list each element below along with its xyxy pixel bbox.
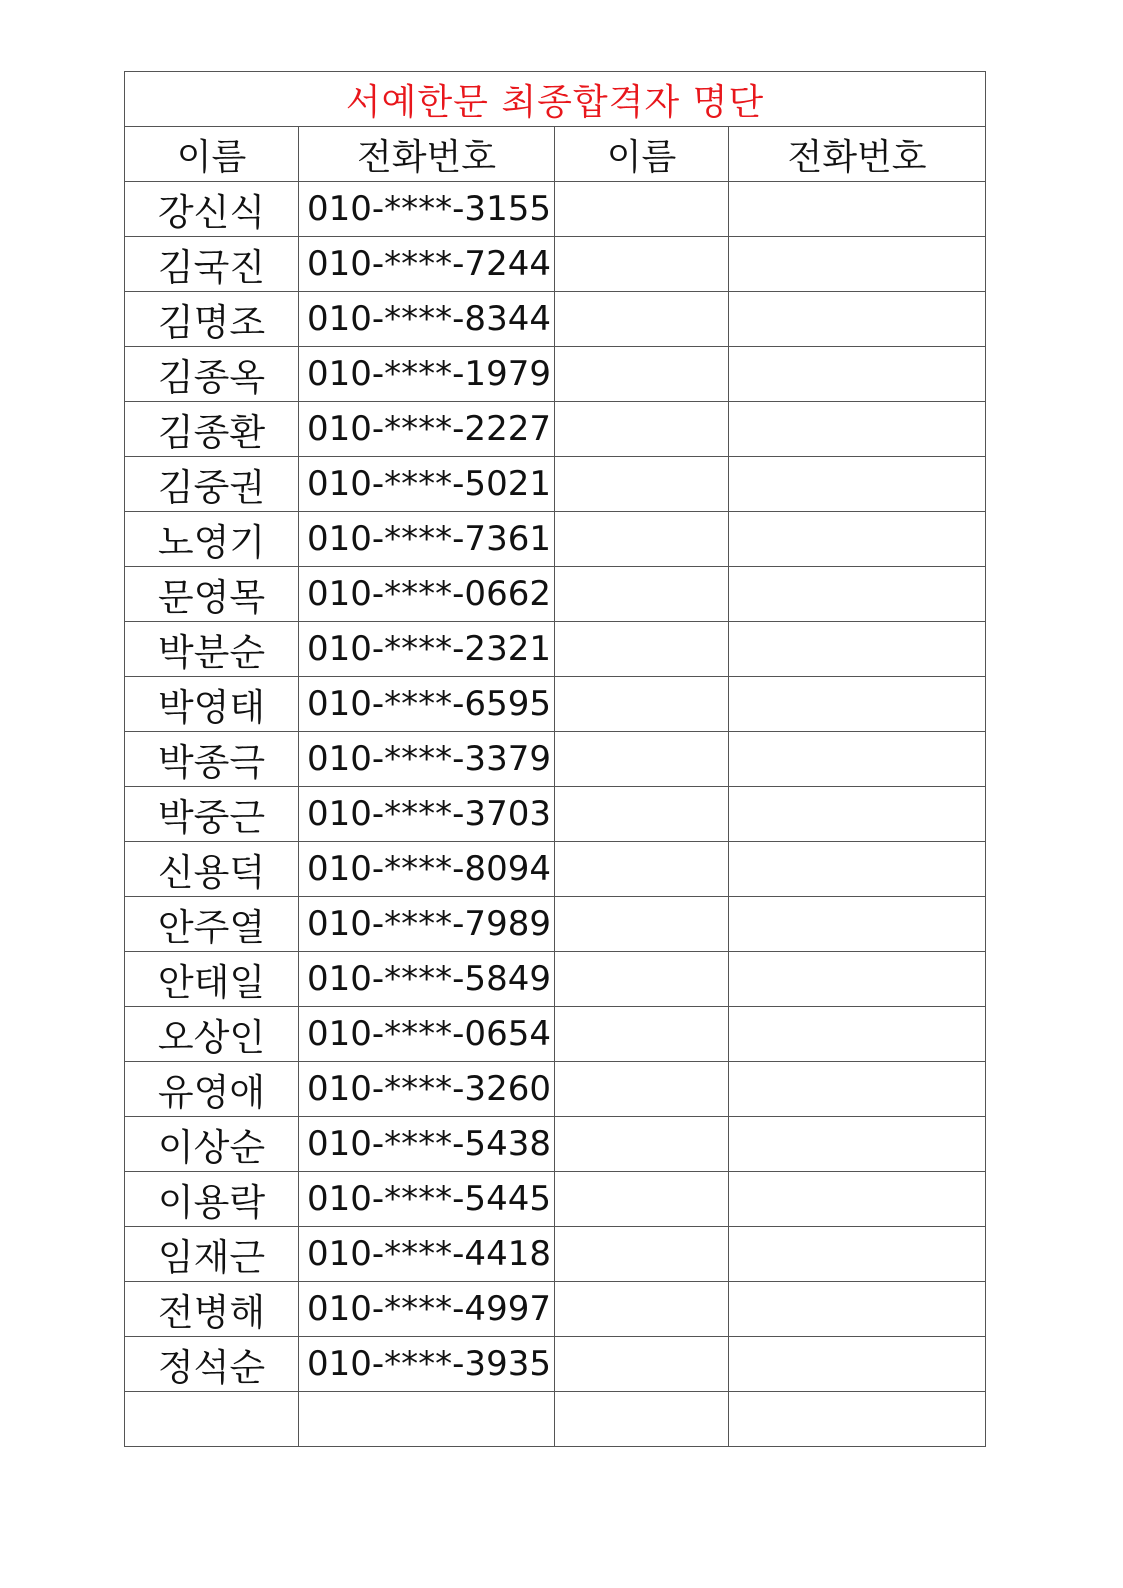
phone-cell: 010-****-2321: [299, 622, 555, 677]
table-row: [125, 677, 986, 732]
phone-cell-empty: [729, 567, 986, 622]
phone-cell-empty: [729, 457, 986, 512]
name-cell-empty: [555, 622, 729, 677]
name-cell-empty: [555, 402, 729, 457]
name-cell-empty: [555, 512, 729, 567]
table-row: [125, 457, 986, 512]
phone-cell: 010-****-5021: [299, 457, 555, 512]
table-row: [125, 622, 986, 677]
table-row: [125, 1227, 986, 1282]
table-row: [125, 1062, 986, 1117]
name-cell: 안주열: [125, 897, 299, 952]
phone-cell-empty: [729, 182, 986, 237]
name-cell-empty: [555, 457, 729, 512]
phone-cell-empty: [729, 897, 986, 952]
phone-cell-empty: [729, 1337, 986, 1392]
table-row: [125, 292, 986, 347]
name-cell: 김종환: [125, 402, 299, 457]
table-row: [125, 567, 986, 622]
name-cell: 신용덕: [125, 842, 299, 897]
name-cell-empty: [555, 1172, 729, 1227]
name-cell-empty: [555, 292, 729, 347]
table-row: [125, 182, 986, 237]
phone-cell-empty: [729, 622, 986, 677]
table-row: [125, 1172, 986, 1227]
name-cell: 오상인: [125, 1007, 299, 1062]
name-cell-empty: [555, 952, 729, 1007]
phone-cell: 010-****-2227: [299, 402, 555, 457]
header-phone-2: 전화번호: [729, 127, 986, 182]
name-cell: 전병해: [125, 1282, 299, 1337]
phone-cell: 010-****-5849: [299, 952, 555, 1007]
phone-cell: 010-****-3155: [299, 182, 555, 237]
name-cell: 김국진: [125, 237, 299, 292]
name-cell: 박영태: [125, 677, 299, 732]
phone-cell-empty: [729, 237, 986, 292]
table-row: [125, 237, 986, 292]
table-row: [125, 952, 986, 1007]
table-row: [125, 512, 986, 567]
name-cell-empty: [555, 347, 729, 402]
name-cell: 박중근: [125, 787, 299, 842]
phone-cell: 010-****-3260: [299, 1062, 555, 1117]
phone-cell-empty: [729, 732, 986, 787]
table-row: [125, 347, 986, 402]
name-cell: 박분순: [125, 622, 299, 677]
phone-cell: 010-****-8344: [299, 292, 555, 347]
phone-cell: 010-****-3379: [299, 732, 555, 787]
phone-cell-empty: [729, 402, 986, 457]
table-row: [125, 1282, 986, 1337]
phone-cell-empty: [729, 1227, 986, 1282]
phone-cell: 010-****-4418: [299, 1227, 555, 1282]
table-row: [125, 1392, 986, 1447]
table-row: [125, 732, 986, 787]
phone-cell: 010-****-8094: [299, 842, 555, 897]
name-cell-empty: [555, 1337, 729, 1392]
phone-cell-empty: [729, 292, 986, 347]
phone-cell-empty: [729, 1062, 986, 1117]
phone-cell-empty: [729, 677, 986, 732]
phone-cell-empty: [729, 1282, 986, 1337]
phone-cell: 010-****-0654: [299, 1007, 555, 1062]
header-row: [125, 127, 986, 182]
roster-body: [125, 72, 986, 1447]
name-cell: [125, 1392, 299, 1447]
name-cell-empty: [555, 567, 729, 622]
name-cell: 김명조: [125, 292, 299, 347]
phone-cell: 010-****-4997: [299, 1282, 555, 1337]
phone-cell-empty: [729, 1392, 986, 1447]
table-row: [125, 402, 986, 457]
title-row: [125, 72, 986, 127]
phone-cell-empty: [729, 952, 986, 1007]
header-name-1: 이름: [125, 127, 299, 182]
roster-table: [124, 71, 986, 1447]
page-title: 서예한문 최종합격자 명단: [125, 72, 986, 127]
phone-cell: 010-****-6595: [299, 677, 555, 732]
phone-cell: 010-****-1979: [299, 347, 555, 402]
phone-cell-empty: [729, 347, 986, 402]
phone-cell: 010-****-3703: [299, 787, 555, 842]
phone-cell-empty: [729, 512, 986, 567]
name-cell: 노영기: [125, 512, 299, 567]
name-cell-empty: [555, 1282, 729, 1337]
name-cell: 강신식: [125, 182, 299, 237]
name-cell-empty: [555, 787, 729, 842]
name-cell: 김종옥: [125, 347, 299, 402]
table-row: [125, 787, 986, 842]
name-cell: 안태일: [125, 952, 299, 1007]
phone-cell-empty: [729, 787, 986, 842]
name-cell-empty: [555, 677, 729, 732]
phone-cell: 010-****-5438: [299, 1117, 555, 1172]
name-cell-empty: [555, 1062, 729, 1117]
name-cell: 이용락: [125, 1172, 299, 1227]
phone-cell: [299, 1392, 555, 1447]
table-row: [125, 897, 986, 952]
name-cell-empty: [555, 1227, 729, 1282]
name-cell-empty: [555, 182, 729, 237]
name-cell-empty: [555, 237, 729, 292]
name-cell-empty: [555, 1007, 729, 1062]
table-row: [125, 1117, 986, 1172]
name-cell-empty: [555, 732, 729, 787]
header-phone-1: 전화번호: [299, 127, 555, 182]
phone-cell: 010-****-7361: [299, 512, 555, 567]
phone-cell-empty: [729, 1117, 986, 1172]
name-cell: 임재근: [125, 1227, 299, 1282]
phone-cell: 010-****-7244: [299, 237, 555, 292]
phone-cell: 010-****-5445: [299, 1172, 555, 1227]
phone-cell: 010-****-0662: [299, 567, 555, 622]
table-row: [125, 842, 986, 897]
name-cell: 이상순: [125, 1117, 299, 1172]
name-cell-empty: [555, 897, 729, 952]
phone-cell-empty: [729, 842, 986, 897]
name-cell-empty: [555, 1117, 729, 1172]
name-cell: 박종극: [125, 732, 299, 787]
phone-cell: 010-****-3935: [299, 1337, 555, 1392]
name-cell-empty: [555, 1392, 729, 1447]
name-cell: 유영애: [125, 1062, 299, 1117]
table-row: [125, 1337, 986, 1392]
name-cell: 문영목: [125, 567, 299, 622]
name-cell-empty: [555, 842, 729, 897]
phone-cell-empty: [729, 1172, 986, 1227]
table-row: [125, 1007, 986, 1062]
name-cell: 김중권: [125, 457, 299, 512]
header-name-2: 이름: [555, 127, 729, 182]
phone-cell-empty: [729, 1007, 986, 1062]
name-cell: 정석순: [125, 1337, 299, 1392]
phone-cell: 010-****-7989: [299, 897, 555, 952]
